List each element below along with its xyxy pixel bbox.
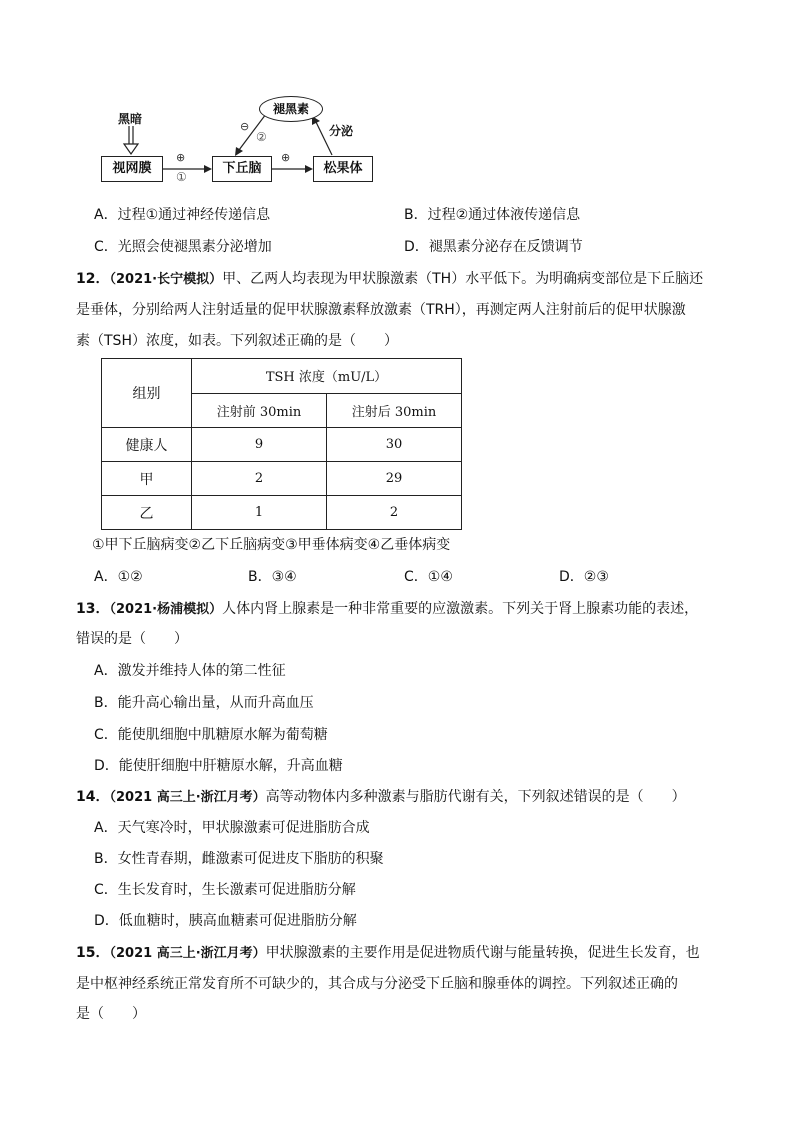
q12-statements: ①甲下丘脑病变②乙下丘脑病变③甲垂体病变④乙垂体病变 xyxy=(92,537,451,553)
plus-sign-1: ⊕ xyxy=(176,151,186,164)
q15-source: （2021 高三上·浙江月考） xyxy=(109,946,266,961)
row-after: 30 xyxy=(327,428,462,462)
table-row xyxy=(102,428,462,462)
melatonin-ellipse: 褪黑素 xyxy=(259,96,323,122)
q14-text-1: 高等动物体内多种激素与脂肪代谢有关，下列叙述错误的是（ ） xyxy=(265,789,686,805)
q15-line-1 xyxy=(76,943,700,964)
header-group: 组别 xyxy=(102,359,192,428)
row-after: 2 xyxy=(327,496,462,530)
q12-option-b: B．③④ xyxy=(248,569,297,585)
plus-sign-2: ⊕ xyxy=(281,151,291,164)
pineal-box: 松果体 xyxy=(313,156,373,182)
q12-line-1 xyxy=(76,269,703,290)
q13-text-1: 人体内肾上腺素是一种非常重要的应激激素。下列关于肾上腺素功能的表述， xyxy=(222,601,699,617)
q12-option-c: C．①④ xyxy=(404,569,453,585)
table-row xyxy=(102,462,462,496)
q12-option-a: A．①② xyxy=(94,569,143,585)
row-before: 9 xyxy=(192,428,327,462)
q11-option-a: A．过程①通过神经传递信息 xyxy=(94,207,271,223)
row-group: 乙 xyxy=(102,496,192,530)
table-row xyxy=(102,496,462,530)
row-before: 2 xyxy=(192,462,327,496)
q12-source: （2021·长宁模拟） xyxy=(109,272,223,287)
q12-line-3: 素（TSH）浓度，如表。下列叙述正确的是（ ） xyxy=(76,333,398,349)
q15-text-1: 甲状腺激素的主要作用是促进物质代谢与能量转换，促进生长发育，也 xyxy=(265,945,700,961)
melatonin-diagram xyxy=(96,92,386,188)
q14-option-a: A．天气寒冷时，甲状腺激素可促进脂肪合成 xyxy=(94,820,370,836)
q12-option-d: D．②③ xyxy=(559,569,609,585)
q14-option-d: D．低血糖时，胰高血糖素可促进脂肪分解 xyxy=(94,913,357,929)
q13-option-b: B．能升高心输出量，从而升高血压 xyxy=(94,695,314,711)
header-before: 注射前 30min xyxy=(192,393,327,428)
q13-option-d: D．能使肝细胞中肝糖原水解，升高血糖 xyxy=(94,758,343,774)
q11-option-d: D．褪黑素分泌存在反馈调节 xyxy=(404,239,583,255)
header-after: 注射后 30min xyxy=(327,393,462,428)
process-1-label: ① xyxy=(176,170,187,184)
header-tsh: TSH 浓度（mU/L） xyxy=(192,359,462,394)
dark-label: 黑暗 xyxy=(118,112,143,126)
row-before: 1 xyxy=(192,496,327,530)
q15-number: 15． xyxy=(76,945,110,961)
tsh-table xyxy=(101,358,462,530)
q13-line-1 xyxy=(76,599,698,620)
q13-source: （2021·杨浦模拟） xyxy=(109,602,223,617)
q14-line-1 xyxy=(76,787,686,808)
q15-line-2: 是中枢神经系统正常发育所不可缺少的，其合成与分泌受下丘脑和腺垂体的调控。下列叙述正确的 xyxy=(76,976,678,992)
hypothalamus-box: 下丘脑 xyxy=(212,156,272,182)
q12-text-1: 甲、乙两人均表现为甲状腺激素（TH）水平低下。为明确病变部位是下丘脑还 xyxy=(222,271,704,287)
q14-number: 14． xyxy=(76,789,110,805)
q15-line-3: 是（ ） xyxy=(76,1006,146,1022)
q11-option-b: B．过程②通过体液传递信息 xyxy=(404,207,581,223)
q13-option-c: C．能使肌细胞中肌糖原水解为葡萄糖 xyxy=(94,727,328,743)
q13-number: 13． xyxy=(76,601,110,617)
q12-line-2: 是垂体，分别给两人注射适量的促甲状腺激素释放激素（TRH），再测定两人注射前后的促甲状腺激 xyxy=(76,302,686,318)
q11-option-c: C．光照会使褪黑素分泌增加 xyxy=(94,239,272,255)
minus-sign: ⊖ xyxy=(240,120,250,133)
row-group: 健康人 xyxy=(102,428,192,462)
row-group: 甲 xyxy=(102,462,192,496)
q14-option-c: C．生长发育时，生长激素可促进脂肪分解 xyxy=(94,882,356,898)
row-after: 29 xyxy=(327,462,462,496)
q13-option-a: A．激发并维持人体的第二性征 xyxy=(94,663,286,679)
retina-box: 视网膜 xyxy=(101,156,163,182)
process-2-label: ② xyxy=(256,130,267,144)
q14-option-b: B．女性青春期，雌激素可促进皮下脂肪的积聚 xyxy=(94,851,384,867)
q13-line-2: 错误的是（ ） xyxy=(76,631,188,647)
q14-source: （2021 高三上·浙江月考） xyxy=(109,790,266,805)
secrete-label: 分泌 xyxy=(329,124,354,138)
q12-number: 12． xyxy=(76,271,110,287)
